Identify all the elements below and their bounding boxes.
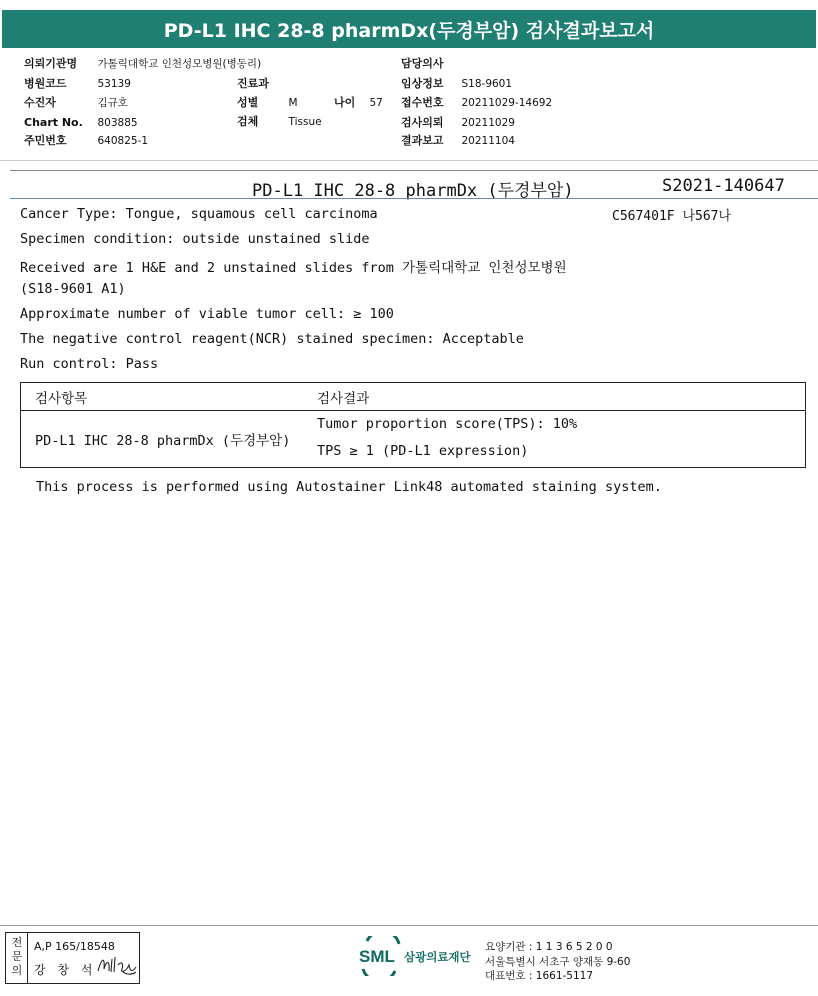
receipt-no-value: 20211029-14692 <box>461 97 553 109</box>
institution-row: 의뢰기관명 가톨릭대학교 인천성모병원(병동리) <box>24 57 262 70</box>
foundation-name: 삼광의료재단 <box>404 950 471 964</box>
ncr-line: The negative control reagent(NCR) stained specimen: Acceptable <box>20 331 524 347</box>
table-header-result: 검사결과 <box>317 391 370 407</box>
report-header-title: PD-L1 IHC 28-8 pharmDx(두경부암) 검사결과보고서 <box>163 19 655 42</box>
tumor-cell-count-line: Approximate number of viable tumor cell: ≥ 100 <box>20 306 394 322</box>
cancer-type-line: Cancer Type: Tongue, squamous cell carcinoma <box>20 206 378 222</box>
footnote: This process is performed using Autostainer Link48 automated staining system. <box>36 479 662 495</box>
recipient-row: 수진자 김규호 <box>24 96 128 109</box>
table-header-item: 검사항목 <box>35 391 88 407</box>
resident-no-value: 640825-1 <box>97 135 149 147</box>
specimen-id-line: (S18-9601 A1) <box>20 281 126 297</box>
report-date-row: 결과보고 20211104 <box>401 134 515 147</box>
chart-no-row: Chart No. 803885 <box>24 116 138 129</box>
report-date-value: 20211104 <box>461 135 515 147</box>
sex-row: 성별 M 나이 57 <box>237 96 383 109</box>
logo-mark: SML <box>359 947 395 966</box>
report-title-bar <box>2 10 816 48</box>
request-date-value: 20211029 <box>461 117 515 129</box>
sex-value: M <box>288 97 298 109</box>
hospital-code-value: 53139 <box>97 78 131 90</box>
received-slides-line: Received are 1 H&E and 2 unstained slides from 가톨릭대학교 인천성모병원 <box>20 260 567 276</box>
receipt-no-row: 접수번호 20211029-14692 <box>401 96 553 109</box>
request-date-row: 검사의뢰 20211029 <box>401 116 515 129</box>
divider <box>10 198 818 199</box>
institution-value: 가톨릭대학교 인천성모병원(병동리) <box>97 58 262 70</box>
age-value: 57 <box>369 97 383 109</box>
footer-divider <box>0 925 818 926</box>
specialist-signature-box <box>5 932 140 984</box>
divider <box>10 170 818 171</box>
tps-interpretation-cell: TPS ≥ 1 (PD-L1 expression) <box>317 443 529 459</box>
hospital-code-row: 병원코드 53139 <box>24 77 131 90</box>
clinical-info-value: S18-9601 <box>461 78 513 90</box>
phone-number: 대표번호 : 1661-5117 <box>485 970 594 982</box>
chart-no-value: 803885 <box>97 117 138 129</box>
resident-no-row: 주민번호 640825-1 <box>24 134 149 147</box>
signature-icon <box>96 953 138 977</box>
department-row: 진료과 <box>237 77 269 90</box>
report-test-title: PD-L1 IHC 28-8 pharmDx (두경부암) <box>252 181 574 201</box>
run-control-line: Run control: Pass <box>20 356 159 372</box>
table-item-cell: PD-L1 IHC 28-8 pharmDx (두경부암) <box>35 433 291 449</box>
institution-number: 요양기관 : 1 1 3 6 5 2 0 0 <box>485 941 613 953</box>
divider <box>0 160 818 161</box>
specialist-label: 전문의 <box>11 936 23 977</box>
specimen-value: Tissue <box>288 116 322 128</box>
report-code: C567401F 나567나 <box>612 209 732 224</box>
clinical-info-row: 임상정보 S18-9601 <box>401 77 513 90</box>
table-header-divider <box>21 410 805 411</box>
doctor-row: 담당의사 <box>401 57 444 70</box>
recipient-value: 김규호 <box>97 97 128 109</box>
license-number: A,P 165/18548 <box>34 940 115 953</box>
tps-score-cell: Tumor proportion score(TPS): 10% <box>317 416 578 432</box>
address: 서울특별시 서초구 양재동 9-60 <box>485 956 631 968</box>
specimen-row: 검체 Tissue <box>237 115 322 128</box>
specimen-condition-line: Specimen condition: outside unstained slide <box>20 231 370 247</box>
specialist-name: 강 창 석 <box>34 963 97 977</box>
result-table <box>20 382 806 468</box>
report-number: S2021-140647 <box>662 176 785 196</box>
